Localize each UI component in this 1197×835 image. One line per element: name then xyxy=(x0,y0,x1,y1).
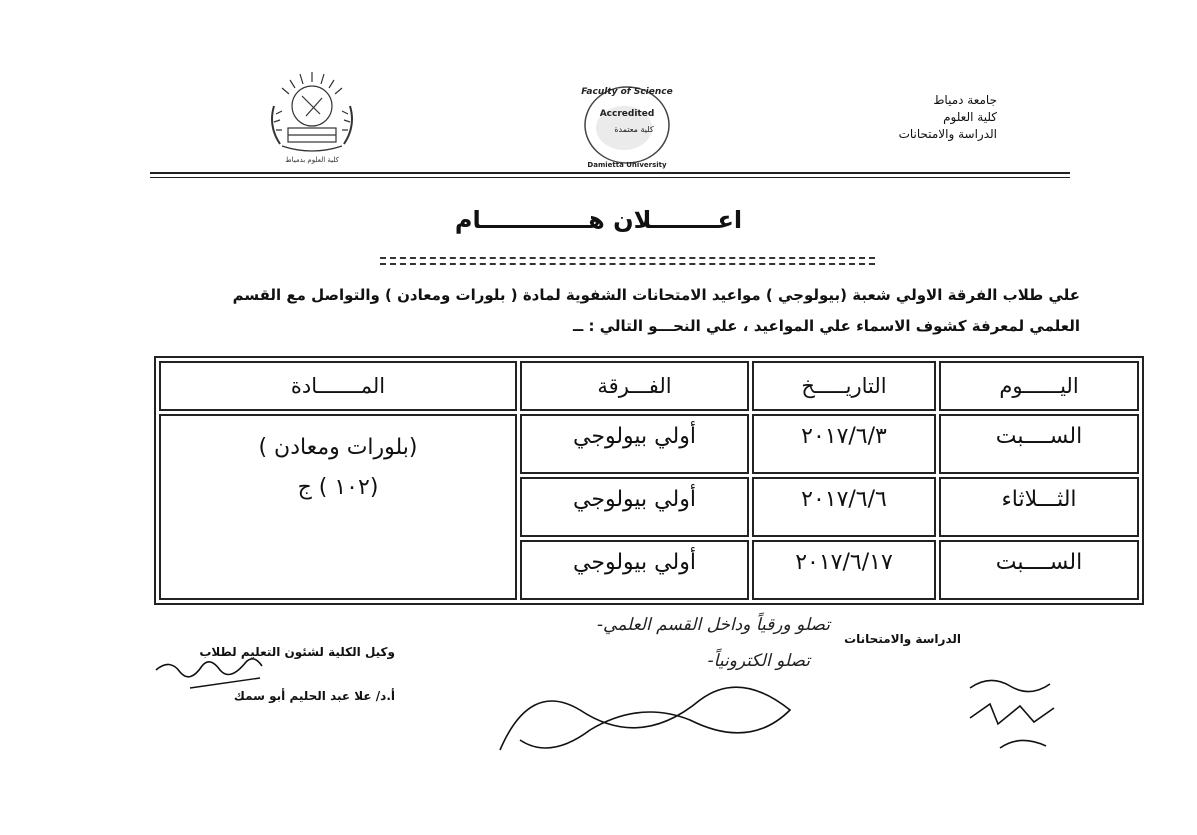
body-line-1: علي طلاب الفرقة الاولي شعبة (بيولوجي ) مواعيد الامتحانات الشفوية لمادة ( بلورات ومعادن ) والتواصل مع القسم xyxy=(232,286,1080,304)
svg-text:Faculty of Science: Faculty of Science xyxy=(581,87,673,97)
department-name: الدراسة والامتحانات xyxy=(898,127,997,141)
signatory-title: وكيل الكلية لشئون التعليم لطلاب xyxy=(199,645,395,659)
svg-text:-تصلو ورقياً وداخل القسم العلم: -تصلو ورقياً وداخل القسم العلمي xyxy=(596,615,830,635)
header-institution xyxy=(899,92,997,143)
faculty-name: كلية العلوم xyxy=(943,110,997,124)
university-name: جامعة دمياط xyxy=(933,93,997,107)
announcement-title: اعــــــــلان هـــــــــــــام xyxy=(454,206,743,234)
row-date: ٢٠١٧/٦/٦ xyxy=(752,477,936,537)
title-underline-second xyxy=(380,263,875,265)
svg-text:-تصلو الكترونياً: -تصلو الكترونياً xyxy=(707,651,810,671)
header-divider-thin xyxy=(150,177,1070,178)
faculty-crest-logo xyxy=(262,66,362,166)
svg-text:Damietta University: Damietta University xyxy=(587,161,667,169)
row-grade: أولي بيولوجي xyxy=(520,477,749,537)
footer-department: الدراسة والامتحانات xyxy=(844,632,961,646)
table-row xyxy=(159,414,1139,474)
handwritten-note-signature xyxy=(490,600,850,780)
accreditation-seal-logo xyxy=(572,80,682,170)
signature-vice-dean xyxy=(150,640,270,700)
svg-text:Accredited: Accredited xyxy=(599,109,655,119)
header-date: التاريـــــخ xyxy=(752,361,936,411)
header-grade: الفـــرقة xyxy=(520,361,749,411)
body-line-2: العلمي لمعرفة كشوف الاسماء علي المواعيد ، علي النحـــو التالي : ــ xyxy=(573,317,1080,335)
row-grade: أولي بيولوجي xyxy=(520,414,749,474)
announcement-body xyxy=(110,280,1080,342)
row-day: الســــبت xyxy=(939,414,1139,474)
header-subject: المـــــــادة xyxy=(159,361,517,411)
signature-exams-office xyxy=(950,668,1060,758)
header-divider xyxy=(150,172,1070,174)
subject-code: (١٠٢ ) ج xyxy=(297,475,379,500)
row-date: ٢٠١٧/٦/١٧ xyxy=(752,540,936,600)
svg-text:كلية معتمدة: كلية معتمدة xyxy=(614,125,654,134)
row-day: الســــبت xyxy=(939,540,1139,600)
exam-schedule-table xyxy=(154,356,1144,605)
svg-text:كلية العلوم بدمياط: كلية العلوم بدمياط xyxy=(285,156,339,164)
row-day: الثـــلاثاء xyxy=(939,477,1139,537)
subject-cell xyxy=(159,414,517,600)
row-date: ٢٠١٧/٦/٣ xyxy=(752,414,936,474)
signatory-name: أ.د/ علا عبد الحليم أبو سمك xyxy=(233,689,395,703)
table-header-row xyxy=(159,361,1139,411)
subject-name: (بلورات ومعادن ) xyxy=(258,435,418,460)
title-underline xyxy=(380,257,875,259)
header-day: اليــــــوم xyxy=(939,361,1139,411)
row-grade: أولي بيولوجي xyxy=(520,540,749,600)
